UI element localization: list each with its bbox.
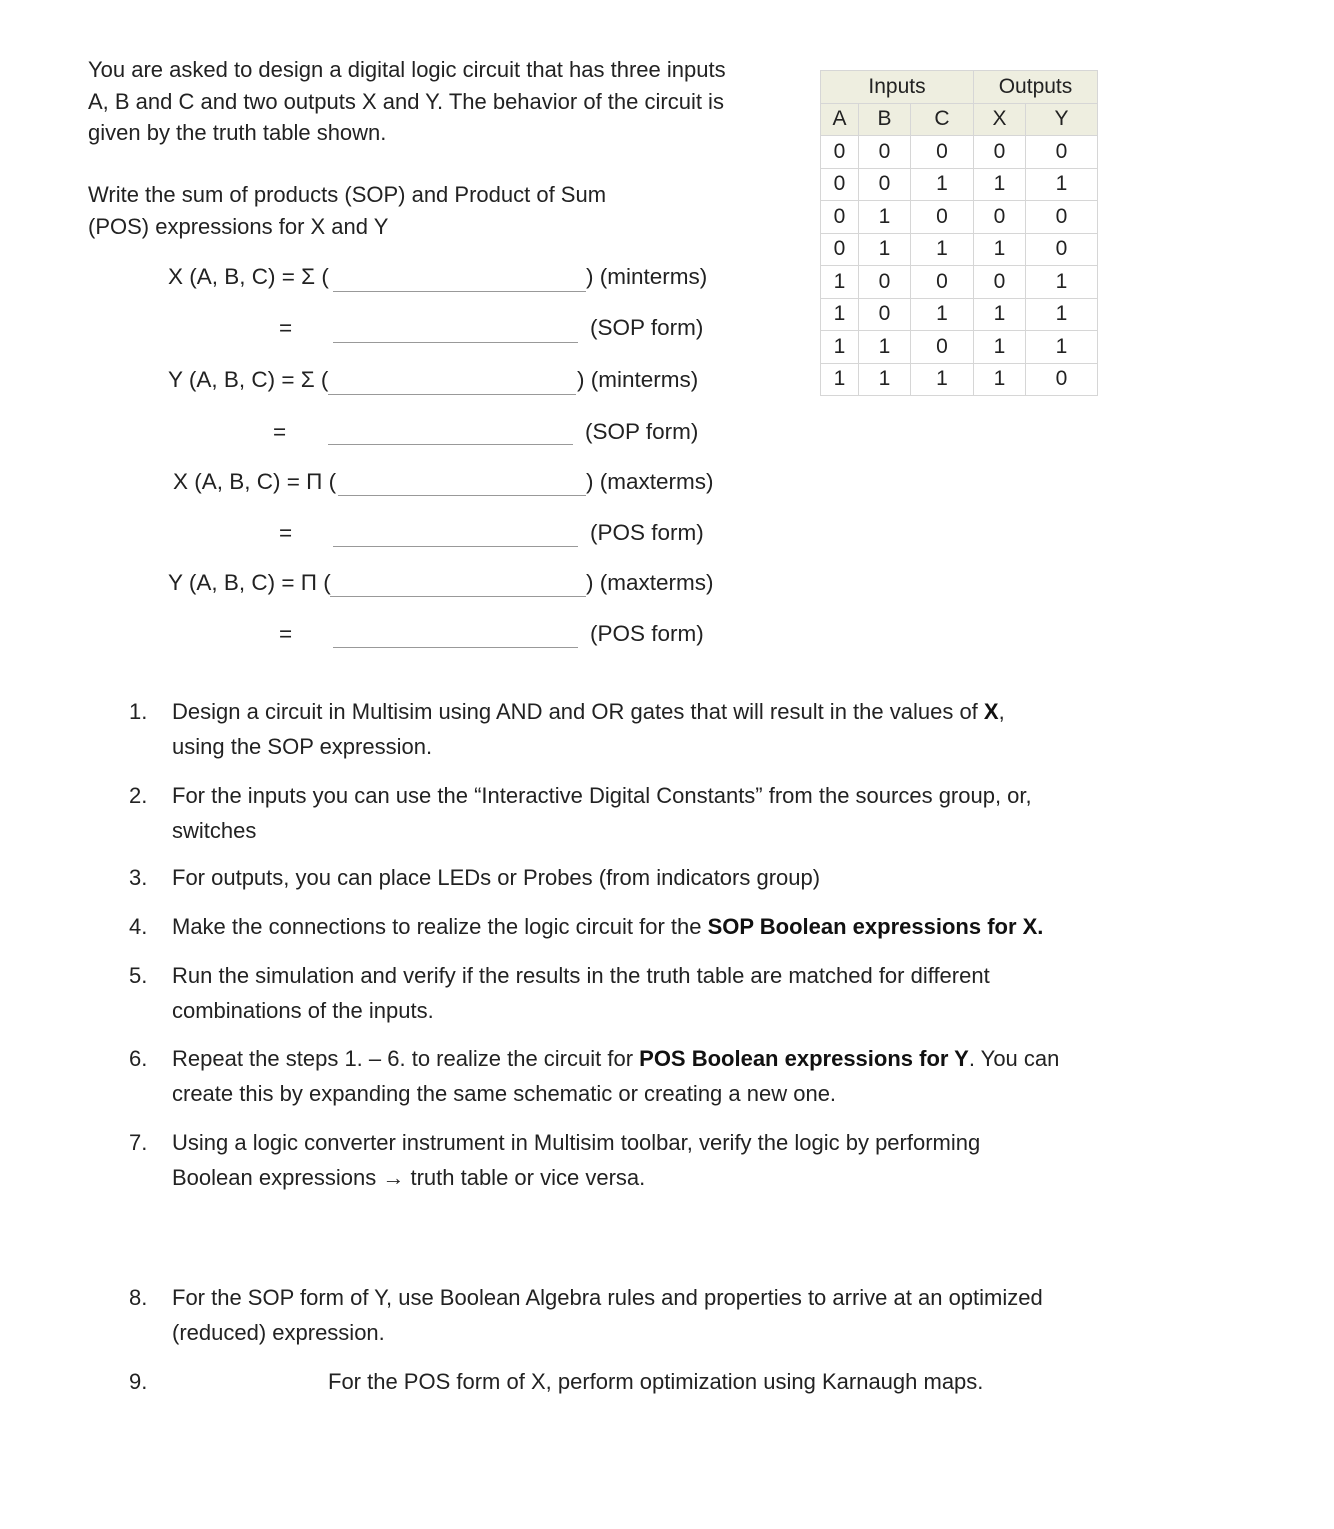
step-text-line: switches bbox=[172, 817, 257, 843]
y-pos-suffix: (POS form) bbox=[590, 621, 704, 646]
step-number: 1. bbox=[129, 699, 148, 724]
task-line: (POS) expressions for X and Y bbox=[88, 214, 389, 239]
cell-y: 1 bbox=[1026, 168, 1098, 201]
cell-c: 0 bbox=[911, 201, 974, 234]
cell-x: 1 bbox=[974, 168, 1026, 201]
step-text-line: Design a circuit in Multisim using AND and OR gates that will result in the values of X, bbox=[172, 699, 1005, 724]
task-paragraph bbox=[88, 179, 688, 243]
cell-b: 0 bbox=[859, 266, 911, 299]
table-row bbox=[821, 298, 1098, 331]
x-pos-suffix: (POS form) bbox=[590, 520, 704, 545]
table-row bbox=[821, 331, 1098, 364]
cell-b: 1 bbox=[859, 201, 911, 234]
cell-b: 1 bbox=[859, 233, 911, 266]
x-maxterms-blank[interactable] bbox=[338, 495, 586, 496]
cell-y: 0 bbox=[1026, 201, 1098, 234]
x-pos-equals: = bbox=[279, 520, 293, 545]
table-row bbox=[821, 168, 1098, 201]
cell-y: 0 bbox=[1026, 136, 1098, 169]
table-row bbox=[821, 233, 1098, 266]
step-number: 5. bbox=[129, 963, 148, 988]
cell-c: 0 bbox=[911, 266, 974, 299]
cell-b: 1 bbox=[859, 331, 911, 364]
cell-c: 1 bbox=[911, 298, 974, 331]
x-pos-blank[interactable] bbox=[333, 546, 578, 547]
cell-x: 1 bbox=[974, 363, 1026, 396]
y-sop-equals: = bbox=[273, 419, 287, 444]
x-minterms-suffix: ) (minterms) bbox=[586, 264, 708, 289]
x-sop-equals: = bbox=[279, 315, 293, 340]
task-line: Write the sum of products (SOP) and Product of Sum bbox=[88, 182, 607, 207]
step-text-line: Using a logic converter instrument in Multisim toolbar, verify the logic by performing bbox=[172, 1130, 981, 1155]
step-text-line: For outputs, you can place LEDs or Probes (from indicators group) bbox=[172, 865, 821, 890]
cell-x: 1 bbox=[974, 331, 1026, 364]
cell-a: 0 bbox=[821, 136, 859, 169]
table-row bbox=[821, 201, 1098, 234]
x-maxterms-suffix: ) (maxterms) bbox=[586, 469, 714, 494]
col-header-a: A bbox=[821, 103, 859, 136]
y-sigma-label: Y (A, B, C) = Σ ( bbox=[168, 367, 329, 392]
cell-a: 0 bbox=[821, 201, 859, 234]
step-text-line: For the inputs you can use the “Interactive Digital Constants” from the sources group, or, bbox=[172, 783, 1032, 808]
y-maxterms-suffix: ) (maxterms) bbox=[586, 570, 714, 595]
cell-x: 1 bbox=[974, 298, 1026, 331]
cell-y: 1 bbox=[1026, 266, 1098, 299]
step-text-line: Make the connections to realize the logic circuit for the SOP Boolean expressions for X. bbox=[172, 914, 1044, 939]
cell-c: 1 bbox=[911, 363, 974, 396]
cell-x: 1 bbox=[974, 233, 1026, 266]
step-text-line: combinations of the inputs. bbox=[172, 997, 434, 1023]
step-text-line: using the SOP expression. bbox=[172, 733, 433, 759]
cell-c: 1 bbox=[911, 233, 974, 266]
cell-a: 1 bbox=[821, 331, 859, 364]
cell-b: 0 bbox=[859, 168, 911, 201]
x-sop-blank[interactable] bbox=[333, 342, 578, 343]
step-text-line: For the SOP form of Y, use Boolean Algebra rules and properties to arrive at an optimized bbox=[172, 1285, 1043, 1310]
col-header-y: Y bbox=[1026, 103, 1098, 136]
cell-a: 1 bbox=[821, 363, 859, 396]
step-number: 7. bbox=[129, 1130, 148, 1155]
step-number: 6. bbox=[129, 1046, 148, 1071]
y-sop-suffix: (SOP form) bbox=[585, 419, 699, 444]
cell-b: 0 bbox=[859, 298, 911, 331]
intro-paragraph bbox=[88, 54, 788, 149]
step-number: 2. bbox=[129, 783, 148, 808]
x-sigma-label: X (A, B, C) = Σ ( bbox=[168, 264, 329, 289]
cell-b: 0 bbox=[859, 136, 911, 169]
cell-a: 0 bbox=[821, 168, 859, 201]
col-header-x: X bbox=[974, 103, 1026, 136]
step-text-line: Repeat the steps 1. – 6. to realize the circuit for POS Boolean expressions for Y. You can bbox=[172, 1046, 1060, 1071]
step-number: 8. bbox=[129, 1285, 148, 1310]
y-pos-blank[interactable] bbox=[333, 647, 578, 648]
outputs-header: Outputs bbox=[974, 71, 1098, 104]
cell-a: 1 bbox=[821, 298, 859, 331]
cell-y: 1 bbox=[1026, 298, 1098, 331]
table-row bbox=[821, 266, 1098, 299]
col-header-c: C bbox=[911, 103, 974, 136]
intro-line: You are asked to design a digital logic circuit that has three inputs bbox=[88, 57, 726, 82]
y-pos-equals: = bbox=[279, 621, 293, 646]
intro-line: given by the truth table shown. bbox=[88, 120, 387, 145]
x-sop-suffix: (SOP form) bbox=[590, 315, 704, 340]
x-minterms-blank[interactable] bbox=[333, 291, 586, 292]
intro-line: A, B and C and two outputs X and Y. The behavior of the circuit is bbox=[88, 88, 724, 114]
cell-b: 1 bbox=[859, 363, 911, 396]
y-pi-label: Y (A, B, C) = Π ( bbox=[168, 570, 331, 595]
truth-table-column-header bbox=[821, 103, 1098, 136]
step-number: 3. bbox=[129, 865, 148, 890]
step-number: 9. bbox=[129, 1369, 148, 1394]
y-sop-blank[interactable] bbox=[328, 444, 573, 445]
step-text-line: (reduced) expression. bbox=[172, 1319, 385, 1345]
cell-y: 1 bbox=[1026, 331, 1098, 364]
y-minterms-suffix: ) (minterms) bbox=[577, 367, 699, 392]
cell-y: 0 bbox=[1026, 363, 1098, 396]
cell-a: 0 bbox=[821, 233, 859, 266]
table-row bbox=[821, 136, 1098, 169]
cell-c: 0 bbox=[911, 136, 974, 169]
cell-y: 0 bbox=[1026, 233, 1098, 266]
inputs-header: Inputs bbox=[821, 71, 974, 104]
y-minterms-blank[interactable] bbox=[328, 394, 576, 395]
cell-c: 0 bbox=[911, 331, 974, 364]
truth-table bbox=[820, 70, 1098, 396]
truth-table-group-header bbox=[821, 71, 1098, 104]
y-maxterms-blank[interactable] bbox=[330, 596, 586, 597]
step-text-line: Run the simulation and verify if the results in the truth table are matched for different bbox=[172, 963, 990, 988]
step-number: 4. bbox=[129, 914, 148, 939]
step-text-line: For the POS form of X, perform optimization using Karnaugh maps. bbox=[328, 1369, 984, 1394]
cell-a: 1 bbox=[821, 266, 859, 299]
step-text-line: Boolean expressions → truth table or vice versa. bbox=[172, 1164, 646, 1190]
col-header-b: B bbox=[859, 103, 911, 136]
cell-c: 1 bbox=[911, 168, 974, 201]
cell-x: 0 bbox=[974, 266, 1026, 299]
cell-x: 0 bbox=[974, 201, 1026, 234]
cell-x: 0 bbox=[974, 136, 1026, 169]
table-row bbox=[821, 363, 1098, 396]
x-pi-label: X (A, B, C) = Π ( bbox=[173, 469, 337, 494]
step-text-line: create this by expanding the same schematic or creating a new one. bbox=[172, 1080, 837, 1106]
